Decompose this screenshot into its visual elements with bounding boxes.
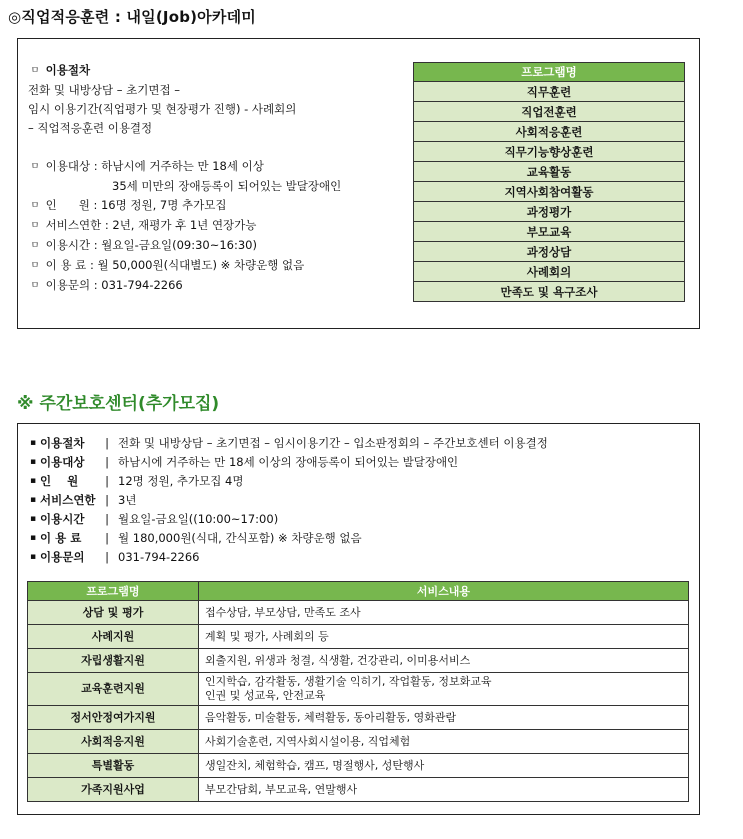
program-item: 부모교육 [414,222,685,242]
program-name: 사회적응지원 [28,730,199,754]
period-line: ㅁ 서비스연한 : 2년, 재평가 후 1년 연장가능 [28,216,398,236]
square-bullet-icon: ㅁ [30,221,40,231]
info-value: 12명 정원, 추가모집 4명 [118,474,244,488]
info-row [26,472,548,491]
service-table [27,581,689,802]
service-content: 사회기술훈련, 지역사회시설이용, 직업체험 [199,730,689,754]
academy-details [28,61,398,296]
capacity-line: ㅁ 인 원 : 16명 정원, 7명 추가모집 [28,196,398,216]
program-item: 직무기능향상훈련 [414,142,685,162]
col-header-program: 프로그램명 [28,582,199,601]
program-name: 교육훈련지원 [28,673,199,706]
square-bullet-icon: ㅁ [30,241,40,251]
program-item: 직무훈련 [414,82,685,102]
info-value: 전화 및 내방상담 – 초기면접 – 임시이용기간 – 입소판정회의 – 주간보호센터 이용결정 [118,436,548,450]
daycare-details [26,434,548,567]
separator: | [105,512,109,526]
program-name: 상담 및 평가 [28,601,199,625]
service-content: 계획 및 평가, 사례회의 등 [199,625,689,649]
separator: | [105,550,109,564]
info-key: 서비스연한 [40,493,96,507]
table-row [28,706,689,730]
service-content: 접수상담, 부모상담, 만족도 조사 [199,601,689,625]
table-row [28,649,689,673]
info-row [26,491,548,510]
service-content: 생일잔치, 체험학습, 캠프, 명절행사, 성탄행사 [199,754,689,778]
service-content-line: 인권 및 성교육, 안전교육 [205,689,326,702]
program-list-table [413,62,685,302]
contact-line: ㅁ 이용문의 : 031-794-2266 [28,276,398,296]
bullet-icon: ▪ [29,438,37,448]
info-row [26,510,548,529]
program-item: 만족도 및 욕구조사 [414,282,685,302]
info-key: 이 용 료 [40,531,82,545]
program-name: 가족지원사업 [28,778,199,802]
info-key: 인 원 [40,474,79,488]
procedure-heading: ㅁ 이용절차 [28,61,398,81]
hours-line: ㅁ 이용시간 : 월요일-금요일(09:30~16:30) [28,236,398,256]
info-row [26,434,548,453]
table-row [28,601,689,625]
academy-info-box [17,38,700,329]
separator: | [105,474,109,488]
info-row [26,453,548,472]
program-name: 정서안정여가지원 [28,706,199,730]
info-value: 3년 [118,493,137,507]
table-row [28,730,689,754]
procedure-line: 임시 이용기간(직업평가 및 현장평가 진행) - 사례회의 [28,102,297,116]
program-item: 교육활동 [414,162,685,182]
bullet-icon: ▪ [29,533,37,543]
bullet-icon: ▪ [29,495,37,505]
info-row [26,548,548,567]
separator: | [105,493,109,507]
program-item: 직업전훈련 [414,102,685,122]
info-row [26,529,548,548]
info-key: 이용대상 [40,455,85,469]
fee-line: ㅁ 이 용 료 : 월 50,000원(식대별도) ※ 차량운행 없음 [28,256,398,276]
square-bullet-icon: ㅁ [30,162,40,172]
program-name: 사례지원 [28,625,199,649]
table-row [28,754,689,778]
program-item: 과정평가 [414,202,685,222]
program-item: 과정상담 [414,242,685,262]
procedure-line: 전화 및 내방상담 – 초기면접 – [28,83,180,97]
square-bullet-icon: ㅁ [30,201,40,211]
bullet-icon: ▪ [29,476,37,486]
service-content: 음악활동, 미술활동, 체력활동, 동아리활동, 영화관람 [199,706,689,730]
separator: | [105,531,109,545]
info-value: 월 180,000원(식대, 간식포함) ※ 차량운행 없음 [118,531,362,545]
procedure-line: – 직업적응훈련 이용결정 [28,121,153,135]
table-row [28,625,689,649]
col-header-service: 서비스내용 [199,582,689,601]
info-value: 031-794-2266 [118,550,200,564]
program-name: 자립생활지원 [28,649,199,673]
table-row [28,778,689,802]
info-key: 이용시간 [40,512,85,526]
section2-title: ※ 주간보호센터(추가모집) [17,394,220,414]
service-content-line: 인지학습, 감각활동, 생활기술 익히기, 작업활동, 정보화교육 [205,675,492,688]
bullet-icon: ▪ [29,514,37,524]
service-content: 부모간담회, 부모교육, 연말행사 [199,778,689,802]
table-row [28,673,689,706]
info-value: 하남시에 거주하는 만 18세 이상의 장애등록이 되어있는 발달장애인 [118,455,459,469]
square-bullet-icon: ㅁ [30,261,40,271]
info-value: 월요일-금요일((10:00~17:00) [118,512,279,526]
info-key: 이용문의 [40,550,85,564]
bullet-icon: ▪ [29,552,37,562]
target-line-2: 35세 미만의 장애등록이 되어있는 발달장애인 [112,179,342,193]
separator: | [105,436,109,450]
service-content [199,673,689,706]
program-name: 특별활동 [28,754,199,778]
separator: | [105,455,109,469]
daycare-info-box [17,423,700,815]
program-item: 지역사회참여활동 [414,182,685,202]
program-item: 사회적응훈련 [414,122,685,142]
square-bullet-icon: ㅁ [30,66,40,76]
service-content: 외출지원, 위생과 청결, 식생활, 건강관리, 이미용서비스 [199,649,689,673]
info-key: 이용절차 [40,436,85,450]
target-line: ㅁ 이용대상 : 하남시에 거주하는 만 18세 이상 [28,157,398,177]
square-bullet-icon: ㅁ [30,281,40,291]
program-header: 프로그램명 [414,63,685,82]
bullet-icon: ▪ [29,457,37,467]
program-item: 사례회의 [414,262,685,282]
section1-title: ◎직업적응훈련 : 내일(Job)아카데미 [8,8,256,26]
